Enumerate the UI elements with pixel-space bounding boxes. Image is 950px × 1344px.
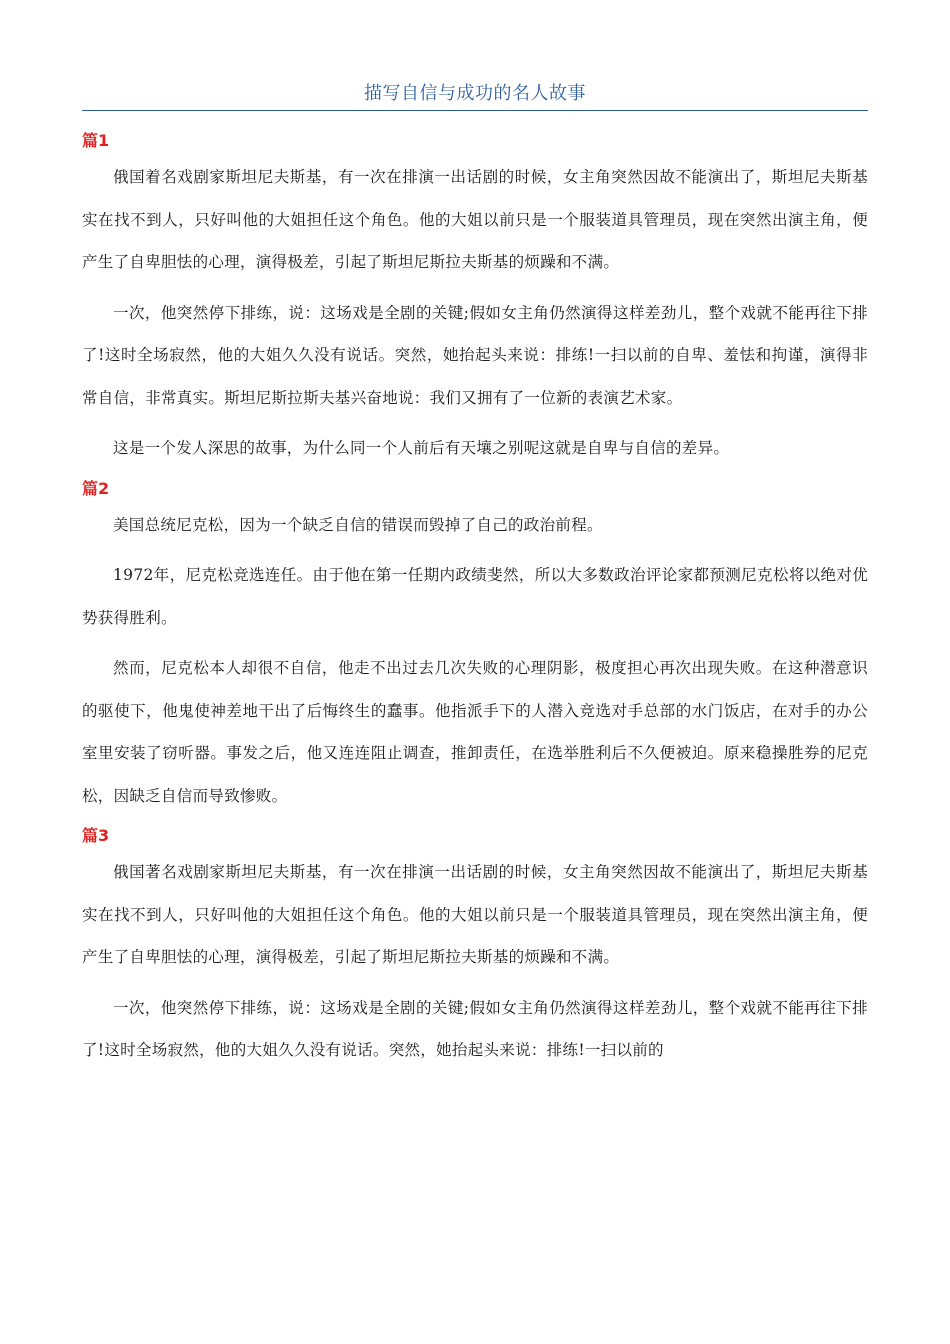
- section-heading: 篇1: [82, 131, 110, 150]
- page-header: [82, 80, 868, 111]
- section-1: [82, 130, 868, 470]
- document-body: [82, 122, 868, 1080]
- section-3: [82, 825, 868, 1072]
- paragraph: 俄国著名戏剧家斯坦尼夫斯基，有一次在排演一出话剧的时候，女主角突然因故不能演出了，斯坦尼夫斯基实在找不到人，只好叫他的大姐担任这个角色。他的大姐以前只是一个服装道具管理员，现在突然出演主角，便产生了自卑胆怯的心理，演得极差，引起了斯坦尼斯拉夫斯基的烦躁和不满。: [82, 863, 868, 966]
- paragraph: 美国总统尼克松，因为一个缺乏自信的错误而毁掉了自己的政治前程。: [113, 515, 603, 534]
- paragraph: 然而，尼克松本人却很不自信，他走不出过去几次失败的心理阴影，极度担心再次出现失败。在这种潜意识的驱使下，他鬼使神差地干出了后悔终生的蠢事。他指派手下的人潜入竞选对手总部的水门饭店，在对手的办公室里安装了窃听器。事发之后，他又连连阻止调查，推卸责任，在选举胜利后不久便被迫。原来稳操胜券的尼克松，因缺乏自信而导致惨败。: [82, 659, 868, 805]
- paragraph: 这是一个发人深思的故事，为什么同一个人前后有天壤之别呢这就是自卑与自信的差异。: [113, 439, 730, 457]
- page-title: 描写自信与成功的名人故事: [364, 83, 586, 104]
- section-heading: 篇2: [82, 478, 110, 498]
- paragraph: 俄国着名戏剧家斯坦尼夫斯基，有一次在排演一出话剧的时候，女主角突然因故不能演出了，斯坦尼夫斯基实在找不到人，只好叫他的大姐担任这个角色。他的大姐以前只是一个服装道具管理员，现在突然出演主角，便产生了自卑胆怯的心理，演得极差，引起了斯坦尼斯拉夫斯基的烦躁和不满。: [82, 168, 868, 271]
- section-heading: 篇3: [82, 826, 110, 845]
- paragraph: 1972年，尼克松竞选连任。由于他在第一任期内政绩斐然，所以大多数政治评论家都预测尼克松将以绝对优势获得胜利。: [82, 566, 868, 627]
- section-2: [82, 478, 868, 818]
- paragraph: 一次，他突然停下排练，说：这场戏是全剧的关键;假如女主角仍然演得这样差劲儿，整个戏就不能再往下排了!这时全场寂然，他的大姐久久没有说话。突然，她抬起头来说：排练!一扫以前的自卑、羞怯和拘谨，演得非常自信，非常真实。斯坦尼斯拉斯夫基兴奋地说：我们又拥有了一位新的表演艺术家。: [82, 303, 868, 407]
- paragraph: 一次，他突然停下排练，说：这场戏是全剧的关键;假如女主角仍然演得这样差劲儿，整个戏就不能再往下排了!这时全场寂然，他的大姐久久没有说话。突然，她抬起头来说：排练!一扫以前的: [82, 998, 868, 1059]
